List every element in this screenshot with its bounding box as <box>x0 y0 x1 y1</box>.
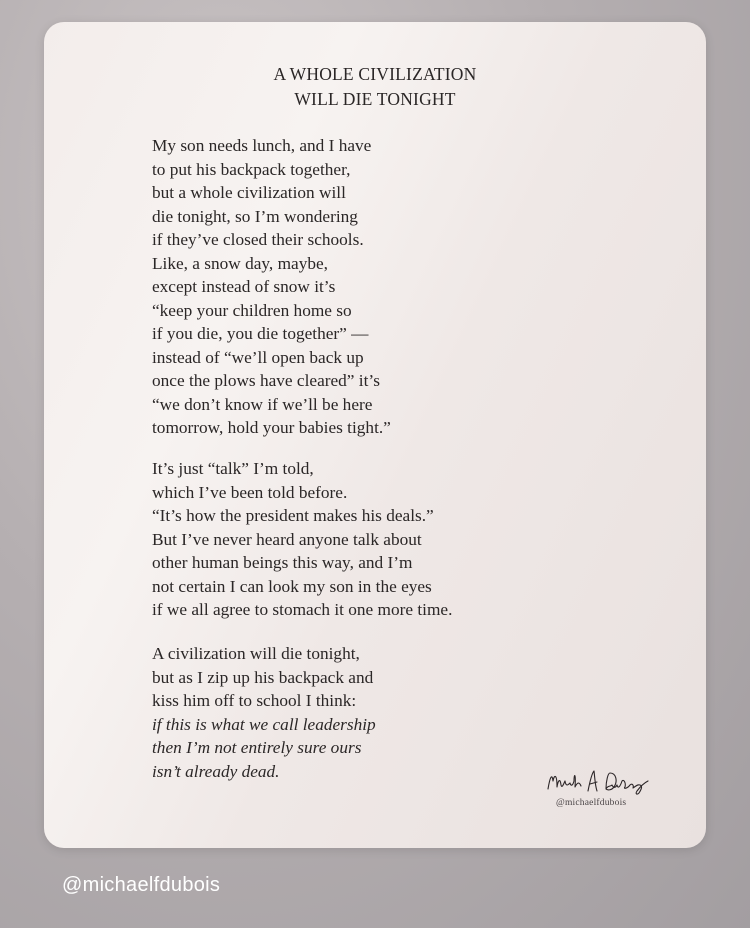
poem-line-italic: then I’m not entirely sure ours <box>152 738 362 757</box>
poem-line: other human beings this way, and I’m <box>152 553 413 572</box>
poem-line: die tonight, so I’m wondering <box>152 206 358 226</box>
poem-line: except instead of snow it’s <box>152 277 336 296</box>
poem-line: Like, a snow day, maybe, <box>152 253 328 273</box>
poem-line: but as I zip up his backpack and <box>152 667 374 687</box>
poem-line-italic: if this is what we call leadership <box>152 714 376 734</box>
poem-line: if they’ve closed their schools. <box>152 230 364 249</box>
poem-line: not certain I can look my son in the eyes <box>152 576 432 596</box>
poem-title-line-1: A WHOLE CIVILIZATION <box>273 64 477 84</box>
poem-line: instead of “we’ll open back up <box>152 347 364 367</box>
poem-line: A civilization will die tonight, <box>152 644 360 663</box>
poem-line: if you die, you die together” — <box>152 324 369 343</box>
poem-line: “It’s how the president makes his deals.” <box>152 506 434 525</box>
stanza-3 <box>152 642 376 783</box>
signature-handle: @michaelfdubois <box>556 798 627 808</box>
poem-line: My son needs lunch, and I have <box>152 136 372 155</box>
poem-line-italic: isn’t already dead. <box>152 761 280 781</box>
poem-line: to put his backpack together, <box>152 159 351 179</box>
poem-card <box>44 22 706 848</box>
poem-line: which I’ve been told before. <box>152 482 348 502</box>
poem-line: But I’ve never heard anyone talk about <box>152 529 422 549</box>
poem-line: kiss him off to school I think: <box>152 691 357 710</box>
stanza-2 <box>152 457 452 622</box>
poem-title-line-2: WILL DIE TONIGHT <box>294 89 456 109</box>
poem-line: “keep your children home so <box>152 300 352 320</box>
poem-line: if we all agree to stomach it one more time. <box>152 600 453 619</box>
footer-username[interactable]: @michaelfdubois <box>62 874 221 896</box>
poem-line: tomorrow, hold your babies tight.” <box>152 418 391 437</box>
poem-line: once the plows have cleared” it’s <box>152 371 380 390</box>
poem-line: but a whole civilization will <box>152 183 346 202</box>
poem-line: It’s just “talk” I’m told, <box>152 459 314 478</box>
handwritten-signature <box>544 767 664 797</box>
stanza-1 <box>152 134 391 440</box>
poem-line: “we don’t know if we’ll be here <box>152 394 373 414</box>
